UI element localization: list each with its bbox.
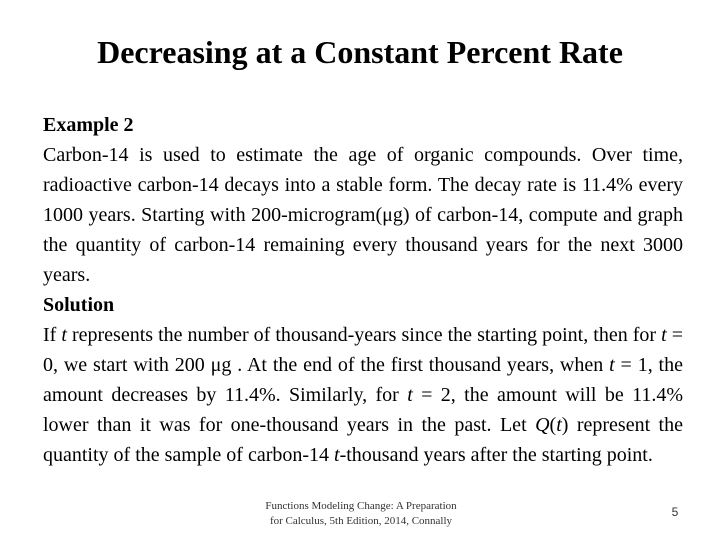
solution-text-part: If <box>43 324 62 346</box>
solution-heading: Solution <box>43 294 115 316</box>
variable-t: t <box>407 384 413 406</box>
solution-text-part: = 1, the amount decreases by 11.4%. Similarly, for <box>43 354 683 406</box>
slide-title: Decreasing at a Constant Percent Rate <box>97 34 623 70</box>
solution-text-part: represents the number of thousand-years since the starting point, then for <box>66 324 662 346</box>
footer-citation <box>230 499 492 529</box>
page-number: 5 <box>671 505 679 519</box>
variable-q: Q <box>535 414 550 436</box>
variable-t: t <box>609 354 615 376</box>
solution-text-part: = 0, we start with 200 μg . At the end of the first thousand years, when <box>43 324 683 376</box>
variable-t: t <box>661 324 667 346</box>
footer-line-1: Functions Modeling Change: A Preparation <box>265 500 457 512</box>
variable-t: t <box>61 324 67 346</box>
example-heading: Example 2 <box>43 114 134 136</box>
solution-text-part: ( <box>549 414 557 436</box>
variable-t: t <box>334 444 340 466</box>
footer-line-2: for Calculus, 5th Edition, 2014, Connally <box>269 515 453 527</box>
slide-body <box>43 110 683 470</box>
solution-text <box>43 320 683 470</box>
solution-text-part: ) represent the quantity of the sample of carbon-14 <box>43 414 683 466</box>
solution-text-part: -thousand years after the starting point. <box>339 444 653 466</box>
variable-t: t <box>556 414 562 436</box>
solution-text-part: = 2, the amount will be 11.4% lower than it was for one-thousand years in the past. Let <box>43 384 683 436</box>
example-text: Carbon-14 is used to estimate the age of organic compounds. Over time, radioactive carbon-14 decays into a stable form. The decay rate is 11.4% every 1000 years. Starting with 200-microgram(μg) of carbon-14, compute and graph the quantity of carbon-14 remaining every thousand years for the next 3000 years. <box>43 144 683 286</box>
